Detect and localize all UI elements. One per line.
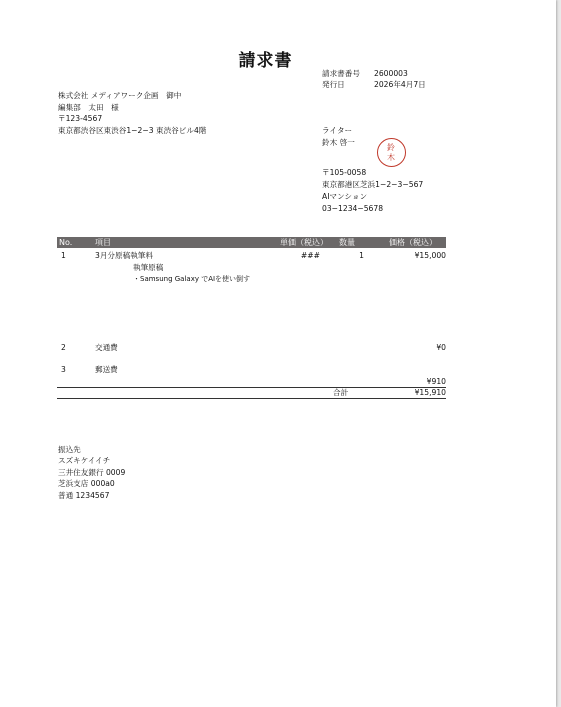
seal-stamp-text-bottom: 木 bbox=[387, 153, 395, 162]
sender-role: ライター bbox=[322, 126, 353, 135]
seal-stamp bbox=[377, 138, 406, 167]
row1-subitem-detail: ・Samsung Galaxy でAIを使い倒す bbox=[133, 275, 251, 283]
row1-qty: 1 bbox=[359, 251, 364, 260]
row1-no: 1 bbox=[61, 251, 66, 260]
bank-heading: 振込先 bbox=[58, 445, 81, 454]
recipient-postal: 〒123-4567 bbox=[58, 114, 103, 123]
header-price: 価格（税込） bbox=[389, 238, 437, 247]
header-item: 項目 bbox=[95, 238, 111, 247]
sender-name: 鈴木 啓一 bbox=[322, 138, 355, 147]
sender-address: 東京都港区芝浜1−2−3−567 bbox=[322, 180, 424, 189]
row1-subitem: 執筆原稿 bbox=[133, 263, 164, 272]
row2-price: ¥0 bbox=[436, 343, 446, 352]
row1-item: 3月分原稿執筆料 bbox=[95, 251, 153, 260]
row1-unit-price: ### bbox=[300, 251, 320, 260]
issue-date-label: 発行日 bbox=[322, 80, 345, 89]
row2-no: 2 bbox=[61, 343, 66, 352]
row3-price: ¥910 bbox=[426, 377, 446, 386]
sender-building: AIマンション bbox=[322, 192, 368, 201]
bank-account: 普通 1234567 bbox=[58, 491, 110, 500]
row3-item: 郵送費 bbox=[95, 365, 118, 374]
row3-no: 3 bbox=[61, 365, 66, 374]
total-label: 合計 bbox=[333, 388, 349, 397]
header-qty: 数量 bbox=[339, 238, 355, 247]
recipient-company: 株式会社 メディアワーク企画 御中 bbox=[58, 91, 182, 100]
total-bottom-rule bbox=[57, 398, 446, 399]
table-header bbox=[57, 237, 446, 248]
seal-stamp-text-top: 鈴 bbox=[387, 143, 395, 152]
invoice-number: 2600003 bbox=[374, 69, 408, 78]
sender-postal: 〒105-0058 bbox=[322, 168, 367, 177]
total-amount: ¥15,910 bbox=[414, 388, 446, 397]
header-unit-price: 単価（税込） bbox=[280, 238, 328, 247]
bank-name: 三井住友銀行 0009 bbox=[58, 468, 126, 477]
issue-date: 2026年4月7日 bbox=[374, 80, 426, 89]
row1-price: ¥15,000 bbox=[414, 251, 446, 260]
invoice-number-label: 請求書番号 bbox=[322, 69, 360, 78]
row2-item: 交通費 bbox=[95, 343, 118, 352]
invoice-title: 請求書 bbox=[238, 51, 293, 71]
recipient-person: 編集部 太田 様 bbox=[58, 103, 119, 112]
sender-phone: 03−1234−5678 bbox=[322, 204, 384, 213]
recipient-address: 東京都渋谷区東渋谷1−2−3 東渋谷ビル4階 bbox=[58, 126, 207, 135]
header-no: No. bbox=[59, 238, 73, 247]
bank-branch: 芝浜支店 000a0 bbox=[58, 479, 115, 488]
bank-account-name: スズキケイイチ bbox=[58, 456, 111, 465]
